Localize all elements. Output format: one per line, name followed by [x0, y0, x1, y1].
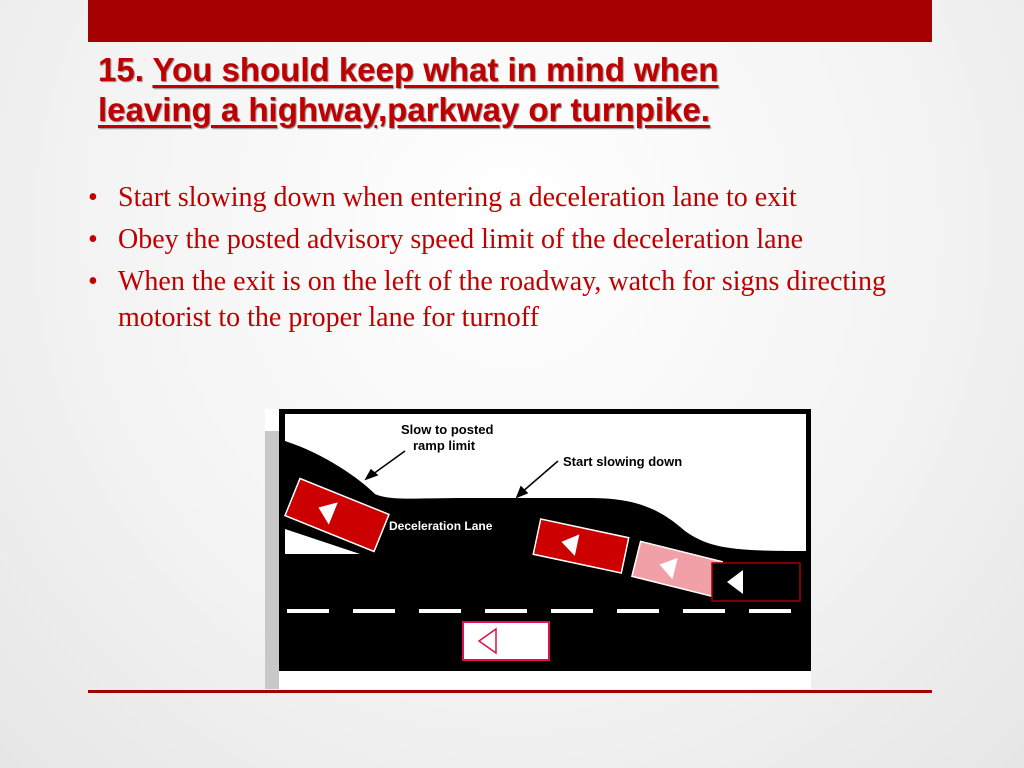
title-line-1: You should keep what in mind when	[152, 51, 719, 88]
header-bar	[88, 0, 932, 42]
diagram-left-edge	[265, 431, 279, 689]
diagram-corner	[792, 671, 811, 689]
bullet-list	[88, 180, 958, 342]
deceleration-lane-diagram	[265, 409, 811, 689]
label-deceleration-lane: Deceleration Lane	[389, 519, 493, 533]
slide-title	[98, 50, 898, 130]
question-number: 15.	[98, 51, 144, 88]
label-ramp-line-1: Slow to posted	[401, 422, 494, 437]
label-start-slowing: Start slowing down	[563, 454, 683, 469]
title-line-2: leaving a highway,parkway or turnpike.	[98, 91, 710, 128]
bullet-item: • Start slowing down when entering a deceleration lane to exit	[88, 180, 958, 216]
car-highway-outline	[712, 563, 800, 601]
car-travel-lane	[463, 622, 549, 660]
bullet-item: • When the exit is on the left of the roadway, watch for signs directing motorist to the proper lane for turnoff	[88, 264, 958, 336]
footer-rule	[88, 690, 932, 693]
label-ramp-line-2: ramp limit	[413, 438, 476, 453]
bullet-item: • Obey the posted advisory speed limit of the deceleration lane	[88, 222, 958, 258]
